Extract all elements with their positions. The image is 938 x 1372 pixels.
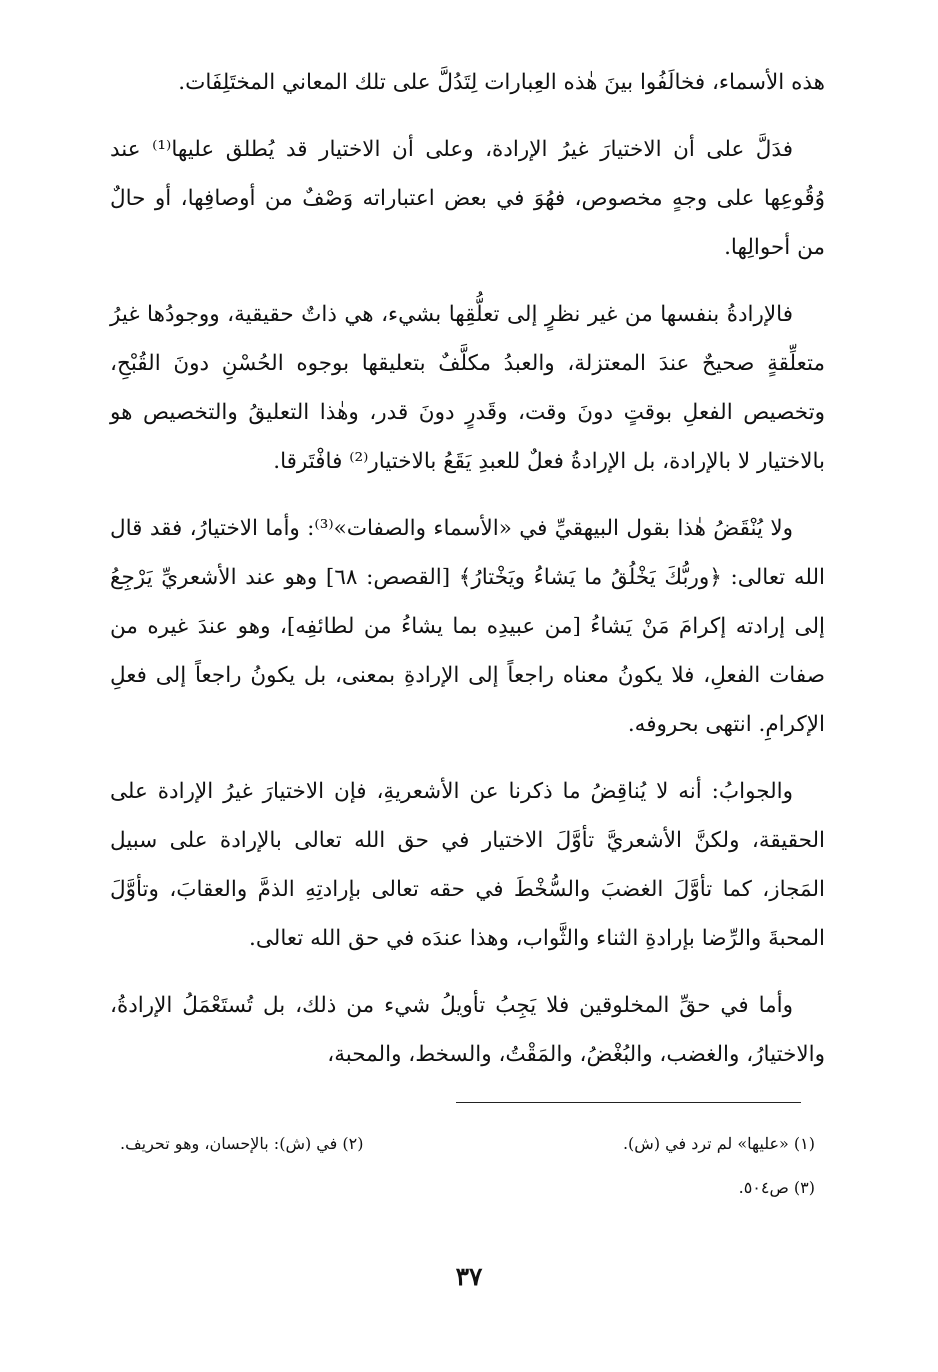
footnote-separator [456, 1102, 801, 1103]
paragraph-6: وأما في حقِّ المخلوقين فلا يَجِبُ تأويلُ شيء من ذلك، بل تُستَعْمَلُ الإرادةُ، والاختيارُ، والغضب، والبُغْضُ، والمَقْتُ، والسخط، والمحبة، [110, 993, 825, 1067]
paragraph-5: والجوابُ: أنه لا يُناقِضُ ما ذكرنا عن الأشعريةِ، فإن الاختيارَ غيرُ الإرادة على الحقيقة، ولكنَّ الأشعريَّ تأوَّلَ الاختيار في حق الله تعالى بالإرادة على سبيل المَجاز، كما تأوَّلَ الغضبَ والسُّخْطَ في حقه تعالى بإرادتِهِ الذمَّ والعقابَ، وتأوَّلَ المحبةَ والرِّضا بإرادةِ الثناء والثَّواب، وهذا عندَه في حق الله تعالى. [110, 779, 825, 951]
footnote-row [120, 1166, 815, 1210]
footnote-row [120, 1122, 815, 1166]
page-body [110, 58, 825, 1079]
footnote-3: (٣) ص٥٠٤. [738, 1178, 815, 1197]
paragraph-3: فالإرادةُ بنفسها من غير نظرٍ إلى تعلُّقِها بشيء، هي ذاتٌ حقيقية، ووجودُها غيرُ متعلِّقةٍ صحيحٌ عندَ المعتزلة، والعبدُ مكلَّفٌ بتعليقها بوجوه الحُسْنِ دونَ القُبْحِ، وتخصيص الفعلِ بوقتٍ دونَ وقت، وقَدرٍ دونَ قدر، وهٰذا التعليقُ والتخصيص هو بالاختيار لا بالإرادة، بل الإرادةُ فعلٌ للعبدِ يَقَعُ بالاختيار⁽²⁾ فافْتَرقا. [110, 302, 825, 474]
paragraph-4: ولا يُنْقَضُ هٰذا بقول البيهقيِّ في «الأسماء والصفات»⁽³⁾: وأما الاختيارُ، فقد قال الله تعالى: ﴿وربُّكَ يَخْلُقُ ما يَشاءُ ويَخْتارُ﴾ [القصص: ٦٨] وهو عند الأشعريِّ يَرْجِعُ إلى إرادته إكرامَ مَنْ يَشاءُ [من عبيدِه بما يشاءُ من لطائفِه]، وهو عندَ غيره من صفات الفعلِ، فلا يكونُ معناه راجعاً إلى الإرادةِ بمعنى، بل يكونُ راجعاً إلى فعلِ الإكرامِ. انتهى بحروفه. [110, 516, 825, 737]
page-number: ٣٧ [455, 1262, 483, 1291]
paragraph-2: فدَلَّ على أن الاختيارَ غيرُ الإرادة، وعلى أن الاختيار قد يُطلق عليها⁽¹⁾ عند وُقُوعِها على وجهٍ مخصوص، فهُوَ في بعض اعتباراته وَصْفٌ من أوصافِها، أو حالٌ من أحوالِها. [110, 137, 825, 260]
paragraph-1: هذه الأسماء، فخالَفُوا بينَ هٰذه العِبارات لِتَدُلَّ على تلك المعاني المختَلِفَات. [178, 70, 825, 95]
footnote-2: (٢) في (ش): بالإحسان، وهو تحريف. [120, 1134, 364, 1153]
footnote-1: (١) «عليها» لم ترد في (ش). [622, 1134, 815, 1153]
footnotes [120, 1122, 815, 1210]
